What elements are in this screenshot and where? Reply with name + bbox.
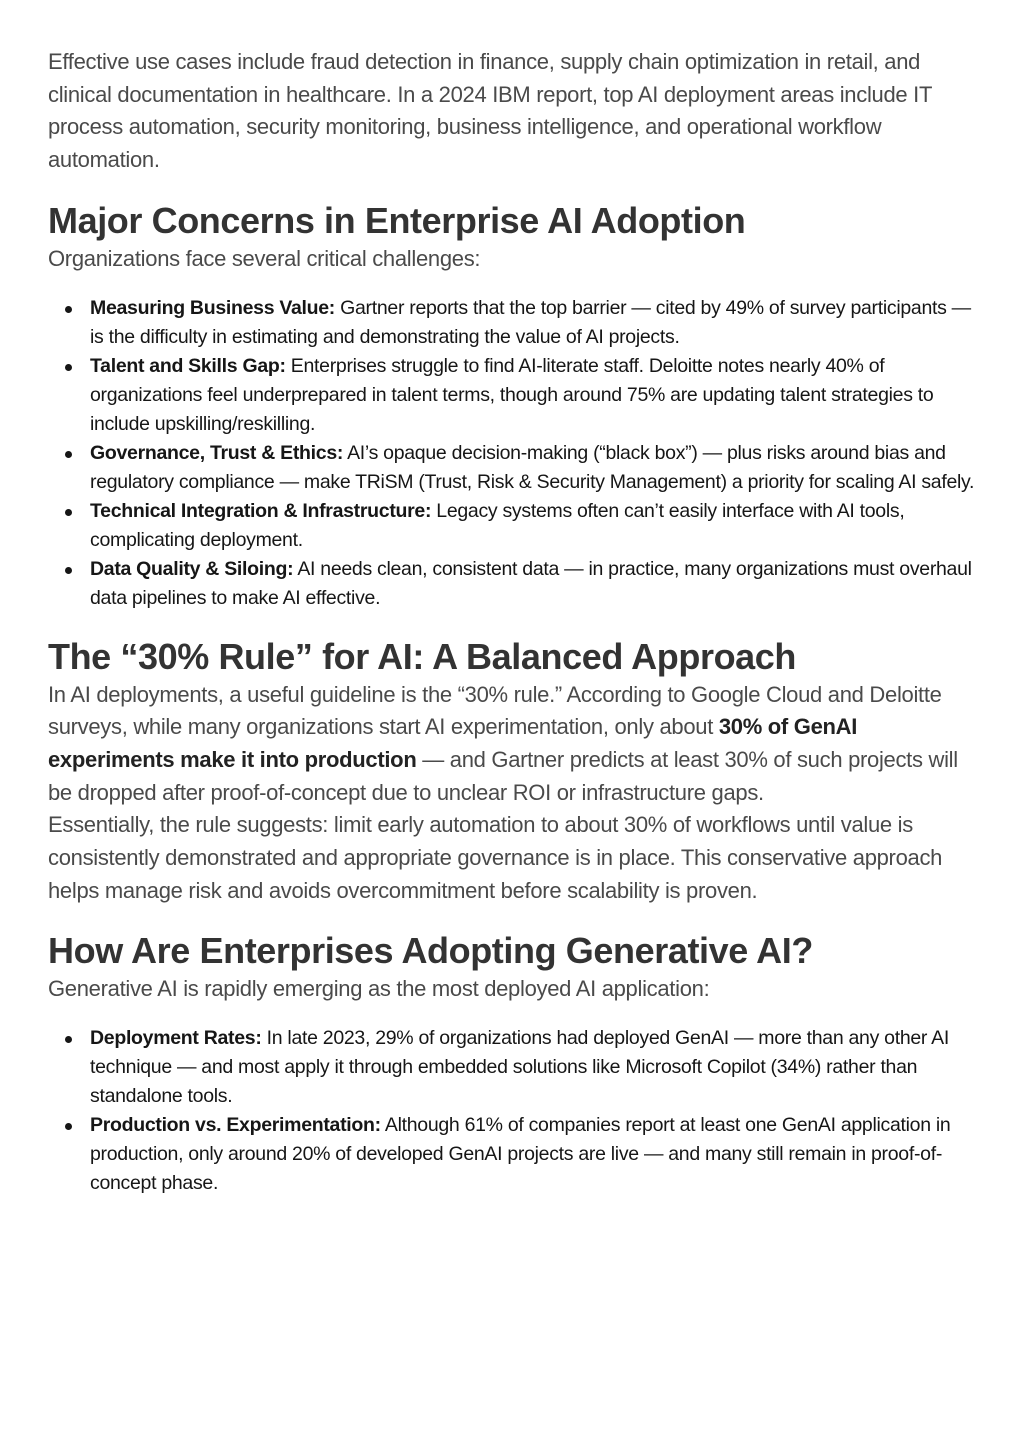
- genai-lead: Generative AI is rapidly emerging as the most deployed AI application:: [48, 976, 710, 1002]
- item-label: Deployment Rates:: [90, 1027, 262, 1050]
- item-text: Gartner reports that the top barrier — cited by 49% of survey participants — is the difficulty in estimating and demonstrating the value of AI projects.: [90, 296, 971, 348]
- genai-list: [48, 1024, 976, 1198]
- section-heading-30-rule: The “30% Rule” for AI: A Balanced Approach: [48, 635, 796, 677]
- item-text: AI’s opaque decision-making (“black box”) — plus risks around bias and regulatory compliance — make TRiSM (Trust, Risk & Security Management) a priority for scaling AI safely.: [90, 441, 975, 493]
- item-text: In late 2023, 29% of organizations had deployed GenAI — more than any other AI technique — and most apply it through embedded solutions like Microsoft Copilot (34%) rather than standalone tools.: [90, 1027, 949, 1108]
- item-label: Measuring Business Value:: [90, 296, 336, 319]
- concerns-lead: Organizations face several critical challenges:: [48, 245, 481, 271]
- list-item: [90, 1024, 976, 1111]
- list-item: [90, 439, 976, 497]
- concerns-list: [48, 294, 976, 613]
- item-label: Governance, Trust & Ethics:: [90, 441, 344, 464]
- item-label: Data Quality & Siloing:: [90, 557, 294, 580]
- rule-paragraph-2: Essentially, the rule suggests: limit early automation to about 30% of workflows until value is consistently demonstrated and appropriate governance is in place. This conservative approach helps manage risk and avoids overcommitment before scalability is proven.: [48, 812, 943, 903]
- section-heading-concerns: Major Concerns in Enterprise AI Adoption: [48, 199, 746, 241]
- list-item: [90, 555, 976, 613]
- list-item: [90, 1111, 976, 1198]
- item-label: Production vs. Experimentation:: [90, 1114, 381, 1137]
- intro-paragraph: Effective use cases include fraud detection in finance, supply chain optimization in retail, and clinical documentation in healthcare. In a 2024 IBM report, top AI deployment areas include IT process automation, security monitoring, business intelligence, and operational workflow automation.: [48, 49, 932, 173]
- bold-text: 30% of GenAI experiments make it into production: [48, 714, 858, 772]
- text: — and Gartner predicts at least 30% of such projects will be dropped after proof-of-concept due to unclear ROI or infrastructure gaps.: [48, 746, 958, 805]
- item-text: Enterprises struggle to find AI-literate staff. Deloitte notes nearly 40% of organizations feel underprepared in talent terms, though around 75% are updating talent strategies to include upskilling/reskilling.: [90, 354, 934, 435]
- rule-paragraph-1: [48, 679, 976, 810]
- item-label: Talent and Skills Gap:: [90, 354, 286, 377]
- list-item: [90, 497, 976, 555]
- text: In AI deployments, a useful guideline is the “30% rule.” According to Google Cloud and Deloitte surveys, while many organizations start AI experimentation, only about: [48, 681, 942, 740]
- item-text: Legacy systems often can’t easily interface with AI tools, complicating deployment.: [90, 499, 905, 551]
- item-label: Technical Integration & Infrastructure:: [90, 499, 432, 522]
- item-text: Although 61% of companies report at least one GenAI application in production, only around 20% of developed GenAI projects are live — and many still remain in proof-of-concept phase.: [90, 1114, 951, 1195]
- section-heading-genai: How Are Enterprises Adopting Generative AI?: [48, 930, 813, 972]
- list-item: [90, 294, 976, 352]
- list-item: [90, 352, 976, 439]
- item-text: AI needs clean, consistent data — in practice, many organizations must overhaul data pipelines to make AI effective.: [90, 557, 972, 609]
